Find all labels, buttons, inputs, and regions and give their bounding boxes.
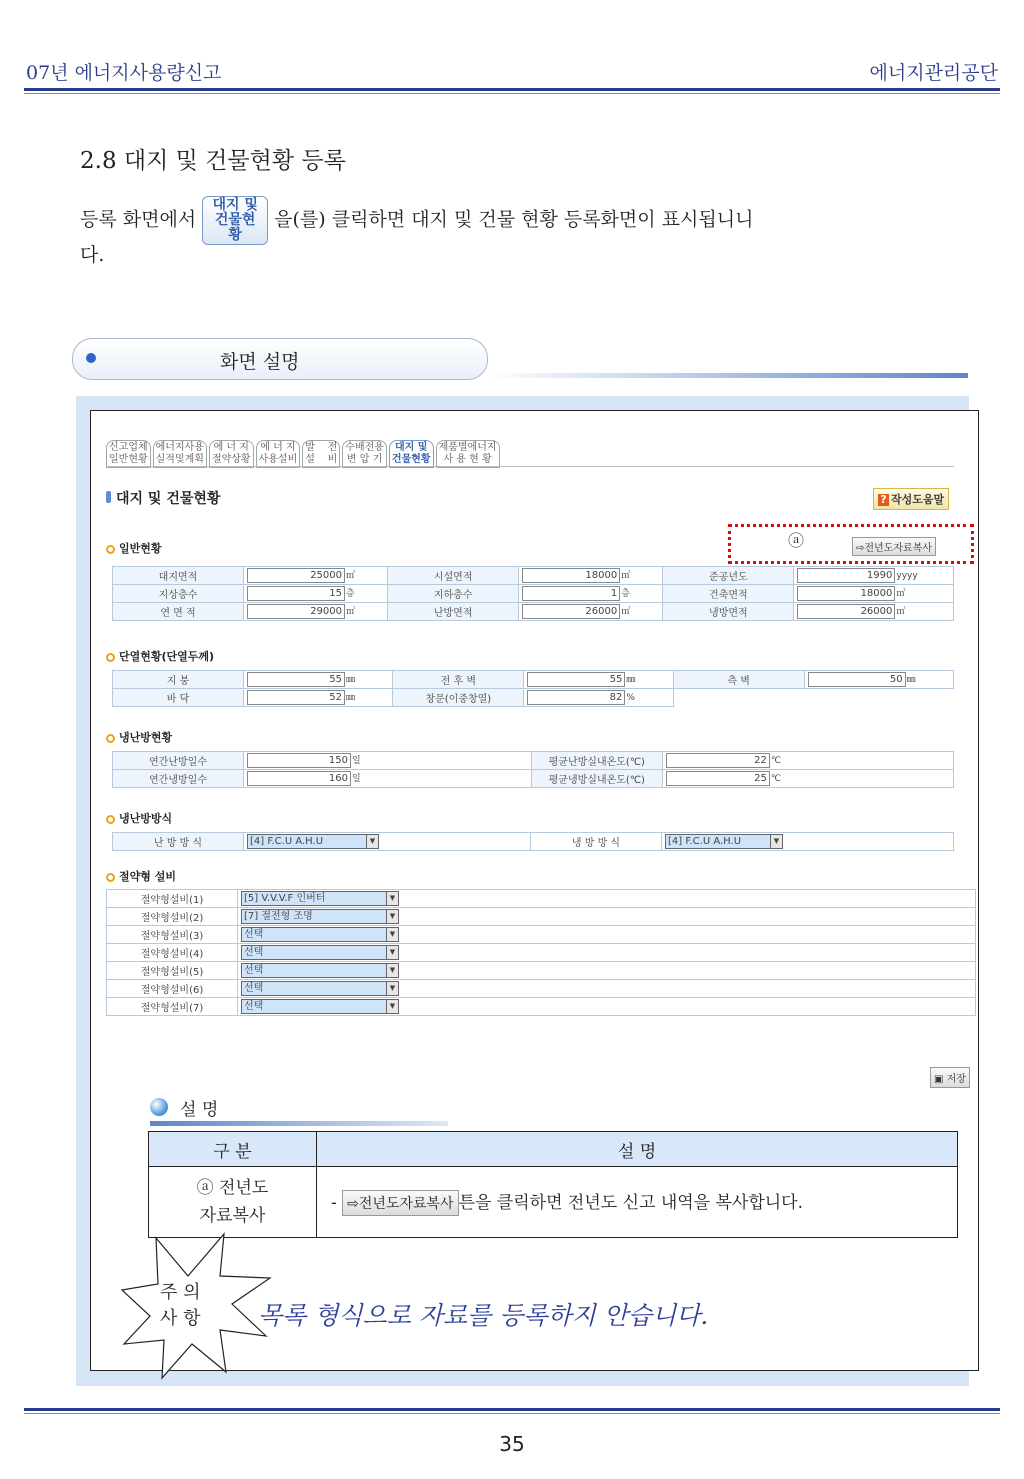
row-label-2: 자료복사	[199, 1206, 266, 1226]
header-divider-thin	[24, 93, 1000, 94]
saving-value: 선택	[244, 983, 264, 994]
field-input[interactable]: 82	[527, 690, 625, 705]
saving-value: 선택	[244, 1001, 264, 1012]
heat-method-cell	[244, 833, 531, 851]
field-unit: 일	[352, 774, 361, 784]
field-cell	[244, 585, 388, 603]
field-input[interactable]: 55	[247, 672, 345, 687]
screen-title-line	[486, 373, 968, 378]
copy-previous-year-button[interactable]	[852, 537, 936, 556]
field-unit: ㎜	[906, 675, 916, 685]
field-unit: ㎡	[896, 589, 906, 599]
field-cell	[524, 671, 673, 689]
explanation-bar	[150, 1121, 448, 1126]
field-cell	[244, 603, 388, 621]
row-text: 튼을 클릭하면 전년도 신고 내역을 복사합니다.	[458, 1192, 804, 1213]
field-unit: ㎜	[626, 675, 636, 685]
chevron-down-icon: ▼	[386, 892, 398, 905]
tab-bar-line	[106, 466, 954, 467]
saving-value: 선택	[244, 929, 264, 940]
saving-table	[106, 889, 976, 1016]
chevron-down-icon: ▼	[386, 928, 398, 941]
field-input[interactable]: 29000	[247, 604, 345, 619]
general-table	[112, 566, 954, 621]
footer-divider-thin	[24, 1413, 1000, 1414]
explanation-table	[148, 1131, 958, 1238]
marker-a: ⓐ	[788, 531, 805, 550]
example-copy-button: ⇨전년도자료복사	[342, 1190, 458, 1216]
saving-label: 절약형설비(6)	[107, 980, 238, 998]
field-cell	[519, 603, 663, 621]
intro-text	[80, 196, 980, 245]
chevron-down-icon: ▼	[386, 982, 398, 995]
header-divider	[24, 88, 1000, 91]
field-cell	[794, 603, 954, 621]
field-input[interactable]: 18000	[797, 586, 895, 601]
field-input[interactable]: 26000	[797, 604, 895, 619]
table-row	[107, 944, 976, 962]
field-label: 연간난방일수	[113, 752, 244, 770]
cool-method-select[interactable]	[665, 834, 783, 849]
field-cell	[794, 585, 954, 603]
saving-label: 절약형설비(4)	[107, 944, 238, 962]
header-left: 07년 에너지사용량신고	[26, 62, 222, 84]
col-header-description: 설 명	[317, 1132, 958, 1167]
heat-method-value: [4] F.C.U A.H.U	[250, 836, 324, 847]
tab-5[interactable]: 수배전용 변 압 기	[342, 440, 387, 468]
saving-cell	[238, 890, 976, 908]
field-input[interactable]: 26000	[522, 604, 620, 619]
field-input[interactable]: 25000	[247, 568, 345, 583]
field-unit: ㎜	[346, 693, 356, 703]
table-row	[107, 908, 976, 926]
field-label: 창문(이중창열)	[393, 689, 524, 707]
disk-icon: ▣	[934, 1074, 947, 1085]
chevron-down-icon: ▼	[386, 910, 398, 923]
header-right: 에너지관리공단	[869, 62, 998, 84]
table-row	[113, 567, 954, 585]
field-cell	[519, 567, 663, 585]
saving-value: [7] 절전형 조명	[244, 911, 313, 922]
field-label: 대지면적	[113, 567, 244, 585]
heading-saving: 절약형 설비	[106, 868, 176, 884]
field-label: 평균냉방실내온도(℃)	[531, 770, 662, 788]
explanation-title: 설 명	[180, 1100, 219, 1120]
field-cell	[662, 770, 953, 788]
field-input[interactable]: 15	[247, 586, 345, 601]
field-cell	[524, 689, 673, 707]
chevron-down-icon: ▼	[386, 964, 398, 977]
saving-value: 선택	[244, 947, 264, 958]
field-input[interactable]: 18000	[522, 568, 620, 583]
field-unit: ℃	[770, 756, 781, 766]
example-copy-label: 전년도자료복사	[358, 1196, 454, 1213]
saving-label: 절약형설비(2)	[107, 908, 238, 926]
field-cell	[244, 567, 388, 585]
saving-cell	[238, 998, 976, 1016]
saving-label: 절약형설비(5)	[107, 962, 238, 980]
field-input[interactable]: 52	[247, 690, 345, 705]
intro-after: 을(를) 클릭하면 대지 및 건물 현황 등록화면이 표시됩니니	[274, 208, 754, 231]
field-input[interactable]: 1990	[797, 568, 895, 583]
saving-select[interactable]	[241, 963, 399, 978]
heat-method-label: 난 방 방 식	[113, 833, 244, 851]
table-row	[113, 752, 954, 770]
intro-tail: 다.	[80, 244, 105, 266]
cool-method-value: [4] F.C.U A.H.U	[668, 836, 742, 847]
cool-method-cell	[662, 833, 954, 851]
highlight-box	[728, 524, 974, 564]
field-unit: ㎜	[346, 675, 356, 685]
row-label	[149, 1167, 317, 1238]
field-input[interactable]: 160	[247, 771, 351, 786]
help-label: 작성도움말	[891, 493, 945, 506]
field-label: 냉방면적	[663, 603, 794, 621]
field-label: 지 붕	[113, 671, 244, 689]
field-unit: %	[626, 693, 635, 703]
table-row	[113, 671, 954, 689]
field-unit: ㎡	[621, 571, 631, 581]
saving-select[interactable]	[241, 891, 399, 906]
note-label-1: 주 의	[160, 1282, 201, 1303]
saving-value: [5] V.V.V.F 인버터	[244, 893, 326, 904]
row-dash: -	[331, 1192, 343, 1213]
tab-7[interactable]: 제품별에너지 사 용 현 황	[436, 440, 500, 468]
chevron-down-icon: ▼	[386, 946, 398, 959]
chevron-down-icon: ▼	[770, 835, 782, 848]
field-input[interactable]: 150	[247, 753, 351, 768]
table-row	[113, 585, 954, 603]
note-label	[160, 1280, 201, 1332]
saving-select[interactable]	[241, 981, 399, 996]
field-label: 연 면 적	[113, 603, 244, 621]
page-number: 35	[499, 1432, 525, 1456]
tab-1[interactable]: 에너지사용 실적및계획	[153, 440, 207, 468]
cool-method-label: 냉 방 방 식	[531, 833, 662, 851]
field-unit: ㎡	[896, 607, 906, 617]
field-input[interactable]: 55	[527, 672, 625, 687]
table-row	[107, 962, 976, 980]
field-input[interactable]: 22	[666, 753, 770, 768]
saving-cell	[238, 908, 976, 926]
method-table	[112, 832, 954, 851]
field-label: 평균난방실내온도(℃)	[531, 752, 662, 770]
saving-select[interactable]	[241, 945, 399, 960]
question-icon: ?	[878, 494, 889, 506]
field-cell	[794, 567, 954, 585]
note-label-2: 사 항	[160, 1308, 201, 1329]
saving-label: 절약형설비(7)	[107, 998, 238, 1016]
field-label: 측 벽	[673, 671, 804, 689]
insulation-table	[112, 670, 954, 707]
bullet-icon	[86, 353, 96, 363]
chevron-down-icon: ▼	[386, 1000, 398, 1013]
field-unit: ℃	[770, 774, 781, 784]
heading-general: 일반현황	[106, 540, 162, 556]
table-row	[113, 603, 954, 621]
intro-before: 등록 화면에서	[80, 208, 197, 231]
field-cell	[804, 671, 953, 689]
table-row	[107, 926, 976, 944]
field-input[interactable]: 50	[808, 672, 906, 687]
field-input[interactable]: 1	[522, 586, 620, 601]
saving-select[interactable]	[241, 909, 399, 924]
saving-cell	[238, 980, 976, 998]
field-label: 연간냉방일수	[113, 770, 244, 788]
field-input[interactable]: 25	[666, 771, 770, 786]
field-cell	[244, 770, 532, 788]
field-label: 난방면적	[388, 603, 519, 621]
field-unit: 층	[621, 589, 630, 599]
tab-0[interactable]: 신고업체 일반현황	[106, 440, 151, 468]
heading-method: 냉난방방식	[106, 810, 172, 826]
saving-cell	[238, 926, 976, 944]
heading-insulation: 단열현황(단열두께)	[106, 648, 214, 664]
field-label: 준공년도	[663, 567, 794, 585]
saving-select[interactable]	[241, 999, 399, 1014]
footer-divider	[24, 1408, 1000, 1411]
field-cell	[244, 671, 393, 689]
saving-cell	[238, 962, 976, 980]
saving-select[interactable]	[241, 927, 399, 942]
saving-label: 절약형설비(1)	[107, 890, 238, 908]
form-title: 대지 및 건물현황	[106, 488, 220, 508]
field-unit: ㎡	[346, 607, 356, 617]
field-label: 지하층수	[388, 585, 519, 603]
hvac-table	[112, 751, 954, 788]
field-label: 전 후 벽	[393, 671, 524, 689]
field-unit: ㎡	[346, 571, 356, 581]
intro-inline-button: 대지 및 건물현황	[202, 196, 268, 245]
field-label: 건축면적	[663, 585, 794, 603]
field-cell	[244, 752, 532, 770]
row-description	[317, 1167, 958, 1238]
save-label: 저장	[946, 1074, 966, 1085]
field-unit: ㎡	[621, 607, 631, 617]
tab-4[interactable]: 발 전 설 비	[302, 440, 340, 468]
field-cell	[662, 752, 953, 770]
screen-title: 화면 설명	[220, 351, 300, 373]
heading-hvac: 냉난방현황	[106, 729, 172, 745]
save-button[interactable]	[930, 1067, 970, 1088]
field-cell	[519, 585, 663, 603]
field-label: 시설면적	[388, 567, 519, 585]
copy-button-label: 전년도자료복사	[864, 543, 933, 554]
table-row	[113, 689, 954, 707]
heat-method-select[interactable]	[247, 834, 379, 849]
copy-icon: ⇨	[856, 543, 865, 554]
tab-2[interactable]: 에 너 지 절약상황	[209, 440, 254, 468]
tab-bar	[106, 440, 500, 468]
globe-icon	[150, 1098, 168, 1116]
help-button[interactable]	[873, 488, 949, 510]
field-unit: yyyy	[896, 571, 918, 581]
table-row	[107, 998, 976, 1016]
col-header-category: 구 분	[149, 1132, 317, 1167]
saving-cell	[238, 944, 976, 962]
note-text: 목록 형식으로 자료를 등록하지 안습니다.	[258, 1301, 709, 1330]
table-row	[107, 980, 976, 998]
row-label-1: ⓐ 전년도	[196, 1178, 269, 1198]
table-row	[113, 770, 954, 788]
field-unit: 층	[346, 589, 355, 599]
field-cell	[244, 689, 393, 707]
tab-6[interactable]: 대지 및 건물현황	[389, 440, 434, 468]
table-row	[107, 890, 976, 908]
chevron-down-icon: ▼	[366, 835, 378, 848]
saving-label: 절약형설비(3)	[107, 926, 238, 944]
field-unit: 일	[352, 756, 361, 766]
field-label: 지상층수	[113, 585, 244, 603]
field-label: 바 닥	[113, 689, 244, 707]
section-title: 2.8 대지 및 건물현황 등록	[80, 148, 346, 174]
saving-value: 선택	[244, 965, 264, 976]
tab-3[interactable]: 에 너 지 사용설비	[256, 440, 301, 468]
